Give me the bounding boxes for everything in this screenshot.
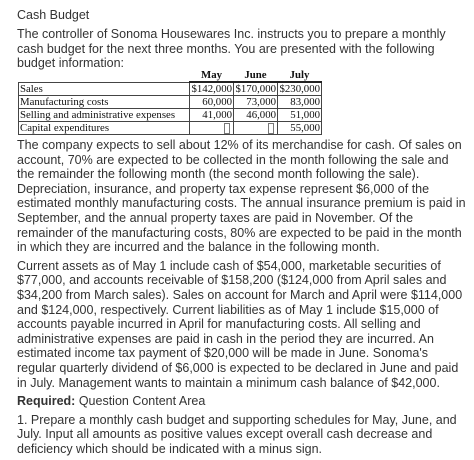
table-row: [19, 96, 322, 109]
cell-may: 60,000: [190, 96, 234, 109]
row-label: Selling and administrative expenses: [19, 109, 190, 122]
intro-paragraph: The controller of Sonoma Housewares Inc. instructs you to prepare a monthly cash budget for the next three months. You are presented with the following budget information:: [17, 27, 446, 71]
cell-june: [234, 122, 278, 135]
cell-june: 46,000: [234, 109, 278, 122]
required-heading: [17, 394, 469, 409]
header-may: May: [190, 69, 234, 82]
budget-table-header: [19, 69, 322, 82]
table-row: [19, 122, 322, 135]
table-row: [19, 109, 322, 122]
paragraph-current-assets: Current assets as of May 1 include cash of $54,000, marketable securities of $77,000, and accounts receivable of $158,200 ($124,000 from April sales and $34,200 from March sales). Sales on account for March and April were $114,000 and $124,000, respectively. Current liabilities as of May 1 include $15,000 of accounts payable incurred in April for manufacturing costs. All selling and administrative expenses are paid in cash in the period they are incurred. An estimated income tax payment of $20,000 will be made in June. Sonoma's regular quarterly dividend of $6,000 is expected to be declared in June and paid in July. Management wants to maintain a minimum cash balance of $42,000.: [17, 258, 463, 390]
empty-cell-marker: [268, 123, 274, 134]
budget-table: [18, 69, 322, 135]
paragraph-collections: The company expects to sell about 12% of its merchandise for cash. Of sales on account, 70% are expected to be collected in the month following the sale and the remainder the following month (the second month following the sale). Depreciation, insurance, and property tax expense represent $6,000 of the estimated monthly manufacturing costs. The annual insurance premium is paid in September, and the annual property taxes are paid in November. Of the remainder of the manufacturing costs, 80% are expected to be paid in the month in which they are incurred and the balance in the following month.: [17, 138, 466, 255]
cell-may: [190, 122, 234, 135]
header-july: July: [278, 69, 322, 82]
cell-july: $230,000: [279, 83, 320, 95]
cell-july: 55,000: [278, 122, 322, 135]
header-june: June: [234, 69, 278, 82]
cell-june: $170,000: [235, 83, 276, 95]
table-row: [19, 82, 322, 96]
cell-july: 83,000: [278, 96, 322, 109]
cell-june: 73,000: [234, 96, 278, 109]
row-label: Manufacturing costs: [19, 96, 190, 109]
intro-text: [17, 27, 467, 71]
page-title: Cash Budget: [17, 8, 90, 22]
row-label: Sales: [19, 82, 190, 96]
cell-may: 41,000: [190, 109, 234, 122]
required-subtitle: Question Content Area: [78, 394, 206, 409]
header-blank-cell: [19, 69, 190, 82]
question-text: 1. Prepare a monthly cash budget and supporting schedules for May, June, and July. Input all amounts as positive values except overall cash decrease and deficiency which should be indicated with a minus sign.: [17, 412, 457, 456]
empty-cell-marker: [224, 123, 230, 134]
cell-may: $142,000: [191, 83, 232, 95]
problem-body: [17, 138, 469, 460]
row-label: Capital expenditures: [19, 122, 190, 135]
cell-july: 51,000: [278, 109, 322, 122]
required-label: Required:: [17, 394, 76, 409]
